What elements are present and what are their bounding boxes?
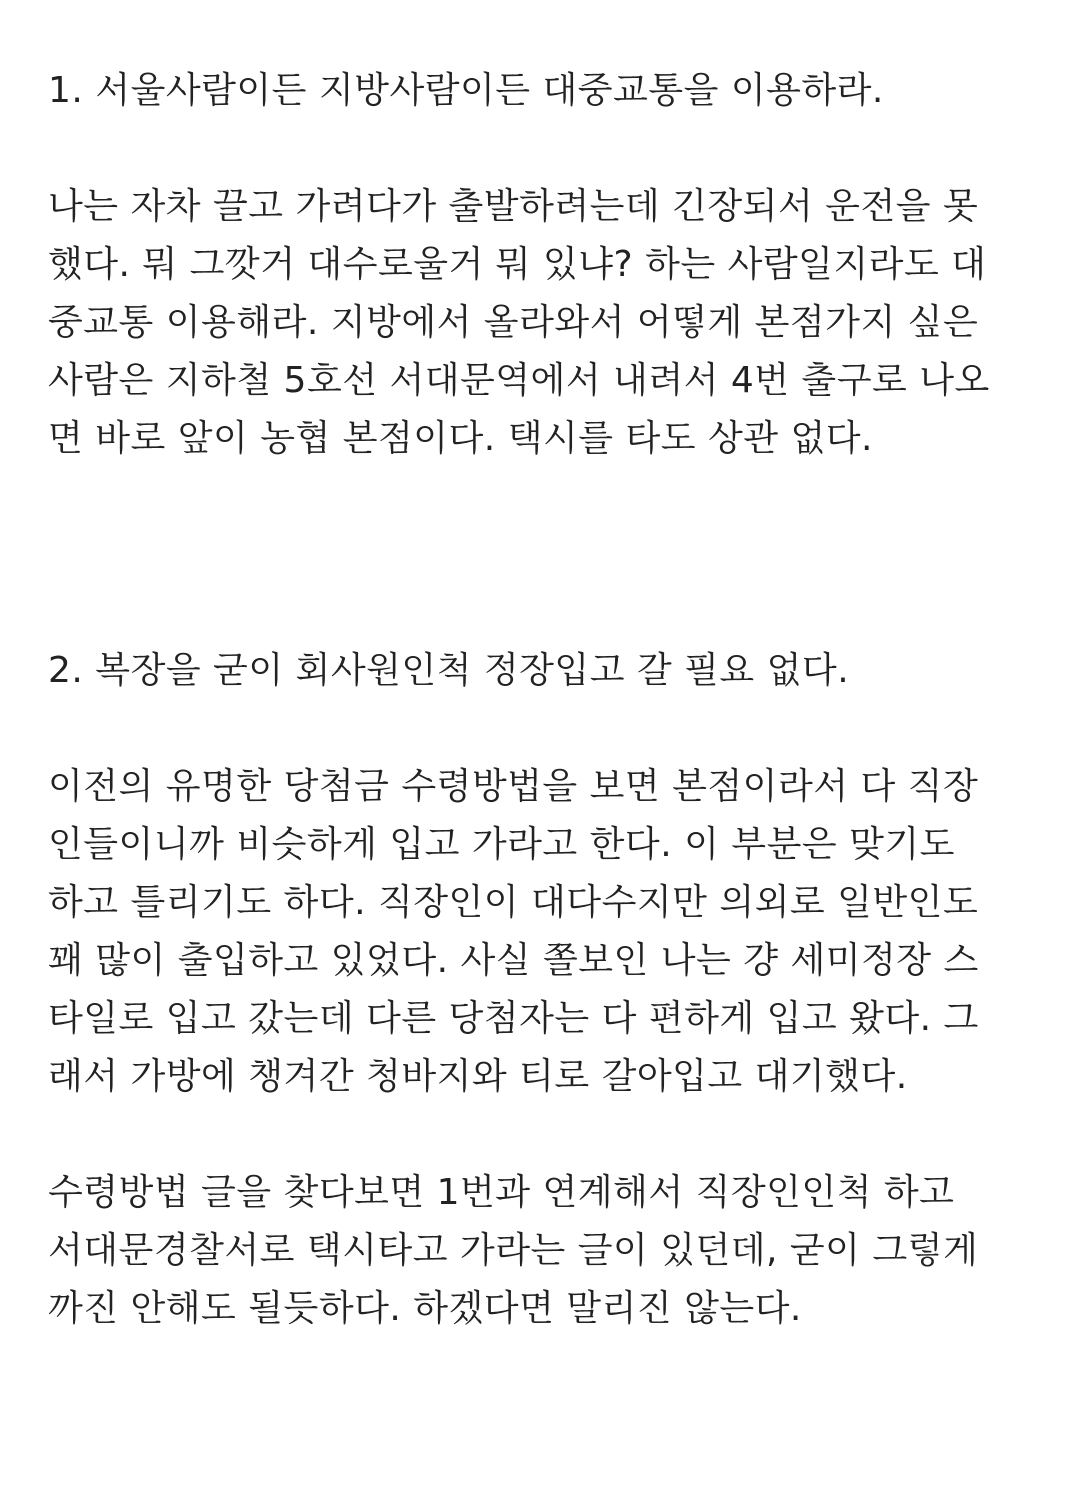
spacer — [48, 700, 1038, 758]
section-2-body-2 — [48, 1164, 1038, 1338]
body-line: 까진 안해도 될듯하다. 하겠다면 말리진 않는다. — [48, 1288, 802, 1329]
body-line: 래서 가방에 챙겨간 청바지와 티로 갈아입고 대기했다. — [48, 1056, 908, 1097]
heading-line: 2. 복장을 굳이 회사원인척 정장입고 갈 필요 없다. — [48, 650, 850, 691]
section-2-heading — [48, 642, 1038, 700]
spacer — [48, 468, 1038, 642]
body-line: 하고 틀리기도 하다. 직장인이 대다수지만 의외로 일반인도 — [48, 882, 979, 923]
body-line: 중교통 이용해라. 지방에서 올라와서 어떻게 본점가지 싶은 — [48, 302, 979, 343]
body-line: 사람은 지하철 5호선 서대문역에서 내려서 4번 출구로 나오 — [48, 360, 990, 401]
heading-line: 1. 서울사람이든 지방사람이든 대중교통을 이용하라. — [48, 70, 884, 111]
body-line: 타일로 입고 갔는데 다른 당첨자는 다 편하게 입고 왔다. 그 — [48, 998, 979, 1039]
body-line: 면 바로 앞이 농협 본점이다. 택시를 타도 상관 없다. — [48, 418, 873, 459]
section-1-body — [48, 178, 1038, 468]
body-line: 꽤 많이 출입하고 있었다. 사실 쫄보인 나는 걍 세미정장 스 — [48, 940, 979, 981]
body-line: 나는 자차 끌고 가려다가 출발하려는데 긴장되서 운전을 못 — [48, 186, 979, 227]
body-line: 인들이니까 비슷하게 입고 가라고 한다. 이 부분은 맞기도 — [48, 824, 955, 865]
section-2-body — [48, 758, 1038, 1106]
body-line: 이전의 유명한 당첨금 수령방법을 보면 본점이라서 다 직장 — [48, 766, 979, 807]
section-1-heading — [48, 62, 1038, 120]
body-line: 했다. 뭐 그깟거 대수로울거 뭐 있냐? 하는 사람일지라도 대 — [48, 244, 987, 285]
article-body — [48, 62, 1038, 1338]
body-line: 수령방법 글을 찾다보면 1번과 연계해서 직장인인척 하고 — [48, 1172, 955, 1213]
spacer — [48, 1106, 1038, 1164]
body-line: 서대문경찰서로 택시타고 가라는 글이 있던데, 굳이 그렇게 — [48, 1230, 979, 1271]
spacer — [48, 120, 1038, 178]
